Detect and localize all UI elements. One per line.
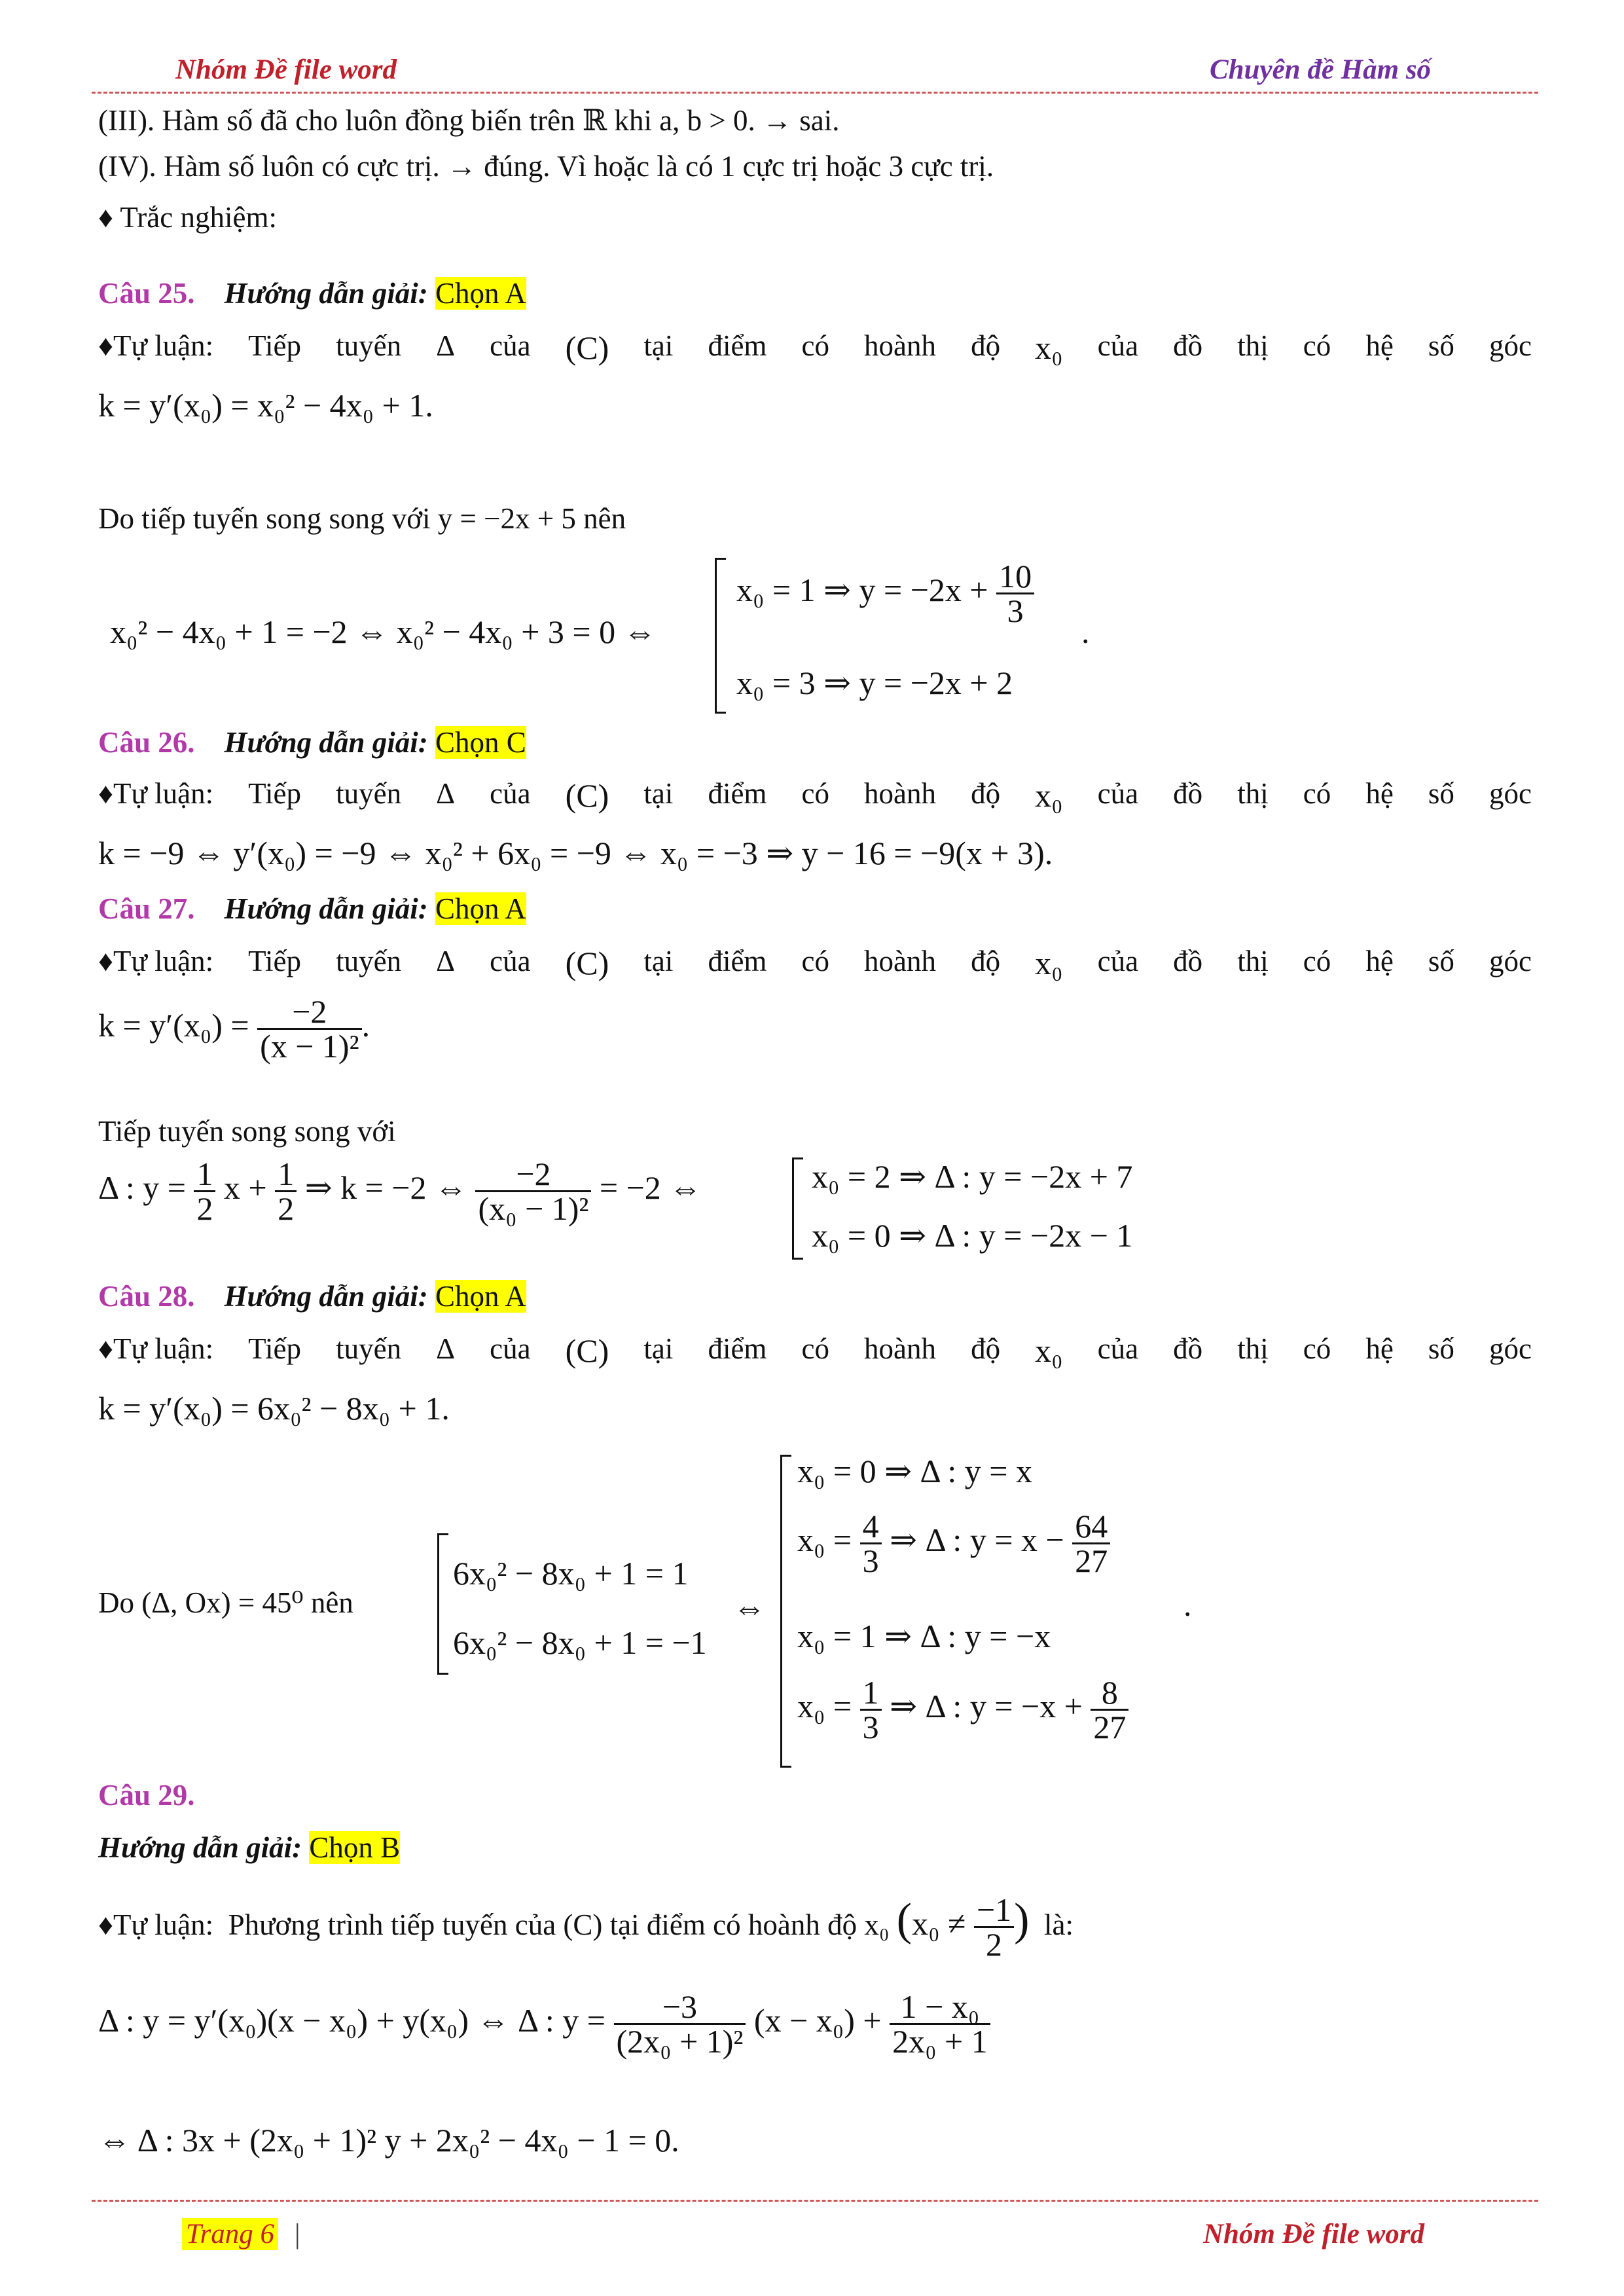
- q25-case-2: x₀ = 3 ⇒ y = −2x + 2: [736, 665, 1013, 701]
- q25-slope: k = y′(x₀) = x₀² − 4x₀ + 1.: [98, 387, 433, 424]
- footer-page-number: [182, 2218, 278, 2250]
- q27-half-2-den: 2: [278, 1190, 295, 1227]
- q29-heading: [98, 1833, 400, 1863]
- q28-case-4-frac-1: [860, 1676, 882, 1743]
- tuluan-word: tuyến: [336, 777, 402, 810]
- q27-answer: Chọn A: [435, 892, 526, 925]
- q27-slope-end: .: [361, 1006, 370, 1044]
- q29-answer: Chọn B: [309, 1831, 401, 1864]
- q27-bracket: [792, 1157, 803, 1260]
- footer-separator: |: [295, 2219, 300, 2250]
- tuluan-word: (C): [565, 945, 609, 981]
- q27-half-1: [194, 1157, 215, 1225]
- q28-end-period: .: [1183, 1586, 1192, 1623]
- tuluan-word: hệ: [1365, 1332, 1394, 1365]
- q28-guide-label: Hướng dẫn giải:: [224, 1280, 428, 1313]
- q28-c2-n1: 4: [860, 1510, 882, 1544]
- tuluan-word: tuyến: [336, 945, 402, 977]
- q27-case-2: x₀ = 0 ⇒ Δ : y = −2x − 1: [812, 1217, 1133, 1254]
- q28-heading: [98, 1282, 526, 1311]
- q29-la: là:: [1043, 1908, 1074, 1941]
- q28-case-4-a: x₀ =: [797, 1687, 852, 1724]
- tuluan-word: hoành: [864, 945, 937, 977]
- tuluan-word: tại: [643, 329, 674, 362]
- tuluan-word: góc: [1489, 329, 1532, 362]
- q27-slope-frac-num: −2: [475, 1157, 591, 1192]
- q25-end-period: .: [1081, 613, 1090, 650]
- q28-slope: k = y′(x₀) = 6x₀² − 8x₀ + 1.: [98, 1390, 450, 1427]
- q25-guide-label: Hướng dẫn giải:: [224, 277, 428, 310]
- q29-cond-frac: [974, 1893, 1014, 1961]
- header-left: Nhóm Đề file word: [175, 54, 397, 85]
- q27-slope-frac: [475, 1157, 591, 1225]
- tuluan-word: có: [1303, 945, 1331, 977]
- tuluan-word: tại: [643, 945, 674, 977]
- tuluan-word: số: [1428, 777, 1454, 810]
- q29-eq1-frac-2: [890, 1990, 990, 2058]
- q27-equation: [98, 1157, 702, 1225]
- q27-half-2-num: 1: [275, 1157, 297, 1192]
- tuluan-word: của: [1097, 1332, 1139, 1365]
- q29-cond-text: x₀ ≠: [912, 1904, 966, 1942]
- tuluan-word: có: [1303, 777, 1331, 810]
- tuluan-word: có: [1303, 329, 1331, 362]
- q29-condition: (x₀ ≠ $\frac{-1}{2}$ ): [896, 1891, 1030, 1963]
- q25-equation: x₀² − 4x₀ + 1 = −2 ⇔ x₀² − 4x₀ + 3 = 0 ⇔: [110, 613, 657, 650]
- tuluan-word: (C): [565, 1332, 609, 1369]
- tuluan-word: có: [1303, 1332, 1331, 1365]
- tuluan-word: Tiếp: [248, 329, 302, 362]
- q28-case-2-b: ⇒ Δ : y = x −: [890, 1521, 1064, 1558]
- footer-right: Nhóm Đề file word: [1203, 2219, 1425, 2250]
- tuluan-word: điểm: [708, 945, 767, 977]
- q26-heading: [98, 728, 526, 757]
- q29-eq1-frac-1: [614, 1990, 746, 2058]
- q28-bracket-right: [780, 1455, 791, 1768]
- q26-number: Câu 26.: [98, 726, 195, 759]
- tuluan-word: x₀: [1035, 777, 1063, 814]
- q27-case-1: x₀ = 2 ⇒ Δ : y = −2x + 7: [812, 1158, 1133, 1195]
- q28-case-3: x₀ = 1 ⇒ Δ : y = −x: [797, 1618, 1051, 1654]
- q28-tuluan-line: [98, 1332, 1532, 1370]
- tuluan-word: hoành: [864, 777, 937, 810]
- tuluan-word: thị: [1237, 945, 1269, 977]
- tuluan-word: số: [1428, 329, 1454, 362]
- q27-number: Câu 27.: [98, 892, 195, 925]
- q29-equation-1: [98, 1990, 990, 2058]
- q25-tuluan-line: [98, 329, 1532, 367]
- q25-heading: [98, 279, 526, 308]
- q25-frac-num: 10: [996, 560, 1034, 594]
- tuluan-word: hệ: [1365, 777, 1394, 810]
- q28-bracket-left: [437, 1533, 448, 1675]
- q25-parallel-text: Do tiếp tuyến song song với y = −2x + 5 nên: [98, 502, 626, 535]
- tuluan-word: có: [801, 1332, 829, 1365]
- q27-slope-fraction: [257, 995, 362, 1063]
- tuluan-word: có: [801, 329, 829, 362]
- tuluan-word: điểm: [708, 1332, 767, 1365]
- q27-heading: [98, 894, 526, 924]
- q28-c4-d1: 3: [862, 1709, 879, 1745]
- q25-case-1-text: x₀ = 1 ⇒ y = −2x +: [736, 571, 988, 608]
- tuluan-word: thị: [1237, 777, 1269, 810]
- q28-c4-d2: 27: [1093, 1709, 1127, 1745]
- q28-case-2: [797, 1510, 1110, 1577]
- header-right: Chuyên đề Hàm số: [1210, 54, 1432, 85]
- q25-case-1: [736, 560, 1034, 627]
- q29-eq1-b: (x − x₀) +: [753, 2001, 882, 2039]
- q27-slope-text: k = y′(x₀) =: [98, 1006, 249, 1044]
- q27-frac-num: −2: [257, 995, 362, 1030]
- q28-c4-n2: 8: [1091, 1676, 1128, 1711]
- q27-parallel-text: Tiếp tuyến song song với: [98, 1115, 396, 1148]
- q28-c4-n1: 1: [860, 1676, 882, 1711]
- q28-answer: Chọn A: [435, 1280, 526, 1313]
- tuluan-word: của: [1097, 329, 1139, 362]
- q28-number: Câu 28.: [98, 1280, 195, 1313]
- header-rule: [92, 92, 1538, 94]
- tuluan-word: số: [1428, 1332, 1454, 1365]
- tuluan-word: của: [490, 777, 531, 810]
- footer-page-label: Trang 6: [186, 2219, 275, 2250]
- intro-trac-nghiem: ♦ Trắc nghiệm:: [98, 201, 277, 234]
- q28-case-2-frac-2: [1072, 1510, 1110, 1577]
- q26-guide-label: Hướng dẫn giải:: [224, 726, 428, 759]
- tuluan-word: hệ: [1365, 329, 1394, 362]
- tuluan-word: góc: [1489, 1332, 1532, 1365]
- tuluan-word: ♦Tự luận:: [98, 777, 214, 810]
- tuluan-word: của: [490, 1332, 531, 1365]
- q29-tuluan-line: [98, 1893, 1074, 1961]
- tuluan-word: tại: [643, 777, 674, 810]
- q29-f2-den: 2x₀ + 1: [892, 2023, 988, 2060]
- q28-case-4-b: ⇒ Δ : y = −x +: [890, 1687, 1083, 1724]
- q27-half-1-num: 1: [194, 1157, 215, 1192]
- tuluan-word: có: [801, 777, 829, 810]
- q28-case-2-a: x₀ =: [797, 1521, 852, 1558]
- tuluan-word: đồ: [1173, 329, 1203, 362]
- q28-c2-d2: 27: [1075, 1542, 1108, 1579]
- q25-number: Câu 25.: [98, 277, 195, 310]
- tuluan-word: ♦Tự luận:: [98, 1332, 214, 1365]
- q28-angle-text: Do (Δ, Ox) = 45⁰ nên: [98, 1586, 353, 1619]
- q28-c2-d1: 3: [862, 1542, 879, 1579]
- q25-answer: Chọn A: [435, 277, 526, 310]
- q27-slope: [98, 995, 370, 1063]
- tuluan-word: x₀: [1035, 1332, 1063, 1369]
- tuluan-word: đồ: [1173, 945, 1203, 977]
- q27-eq-part-2: x +: [223, 1169, 267, 1206]
- tuluan-word: của: [490, 945, 531, 977]
- tuluan-word: đồ: [1173, 1332, 1203, 1365]
- tuluan-word: x₀: [1035, 945, 1063, 981]
- tuluan-word: điểm: [708, 329, 767, 362]
- tuluan-word: Δ: [436, 1332, 456, 1365]
- tuluan-word: độ: [971, 945, 1001, 977]
- tuluan-word: của: [490, 329, 531, 362]
- tuluan-word: (C): [565, 329, 609, 366]
- q26-slope: k = −9 ⇔ y′(x₀) = −9 ⇔ x₀² + 6x₀ = −9 ⇔ x₀ = −3 ⇒ y − 16 = −9(x + 3).: [98, 835, 1053, 871]
- tuluan-word: độ: [971, 329, 1001, 362]
- q29-f1-num: −3: [614, 1990, 746, 2025]
- tuluan-word: tuyến: [336, 1332, 402, 1365]
- tuluan-word: của: [1097, 945, 1139, 977]
- q27-frac-den: (x − 1)²: [260, 1028, 359, 1065]
- q28-c2-n2: 64: [1072, 1510, 1110, 1544]
- q25-case-1-fraction: [996, 560, 1034, 627]
- q28-eq-1: 6x₀² − 8x₀ + 1 = 1: [453, 1555, 689, 1592]
- tuluan-word: Δ: [436, 777, 456, 810]
- tuluan-word: Δ: [436, 945, 456, 977]
- tuluan-word: thị: [1237, 329, 1269, 362]
- tuluan-word: tuyến: [336, 329, 402, 362]
- q29-f1-den: (2x₀ + 1)²: [616, 2023, 744, 2060]
- q28-case-4: [797, 1676, 1128, 1743]
- q25-frac-den: 3: [1007, 592, 1024, 629]
- tuluan-word: tại: [643, 1332, 674, 1365]
- tuluan-word: hoành: [864, 1332, 937, 1365]
- tuluan-word: hệ: [1365, 945, 1394, 977]
- q29-tuluan-label: ♦Tự luận:: [98, 1908, 214, 1941]
- intro-line-3: (III). Hàm số đã cho luôn đồng biến trên ℝ khi a, b > 0. → sai.: [98, 104, 840, 137]
- tuluan-word: điểm: [708, 777, 767, 810]
- q28-eq-2: 6x₀² − 8x₀ + 1 = −1: [453, 1624, 707, 1661]
- q29-number: Câu 29.: [98, 1779, 195, 1812]
- q29-equation-2: ⇔ Δ : 3x + (2x₀ + 1)² y + 2x₀² − 4x₀ − 1 = 0.: [98, 2122, 679, 2159]
- tuluan-word: Tiếp: [248, 945, 302, 977]
- q27-half-2: [275, 1157, 297, 1225]
- q27-eq-part-3: ⇒ k = −2 ⇔: [304, 1169, 467, 1206]
- tuluan-word: Tiếp: [248, 777, 302, 810]
- q28-case-2-frac-1: [860, 1510, 882, 1577]
- tuluan-word: độ: [971, 777, 1001, 810]
- q26-answer: Chọn C: [435, 726, 526, 759]
- tuluan-word: của: [1097, 777, 1139, 810]
- tuluan-word: Tiếp: [248, 1332, 302, 1365]
- q29-cond-num: −1: [974, 1893, 1014, 1928]
- q29-f2-num: 1 − x₀: [890, 1990, 990, 2025]
- q28-case-4-frac-2: [1091, 1676, 1128, 1743]
- q26-tuluan-line: [98, 776, 1532, 814]
- q29-guide-label: Hướng dẫn giải:: [98, 1831, 302, 1864]
- q27-half-1-den: 2: [196, 1190, 213, 1227]
- tuluan-word: x₀: [1035, 329, 1063, 366]
- tuluan-word: (C): [565, 777, 609, 814]
- tuluan-word: có: [801, 945, 829, 977]
- tuluan-word: ♦Tự luận:: [98, 329, 214, 362]
- q28-case-1: x₀ = 0 ⇒ Δ : y = x: [797, 1453, 1033, 1489]
- q29-tuluan-text: Phương trình tiếp tuyến của (C) tại điểm có hoành độ x₀: [228, 1908, 890, 1941]
- q27-eq-part-4: = −2 ⇔: [599, 1169, 702, 1206]
- intro-line-4: (IV). Hàm số luôn có cực trị. → đúng. Vì hoặc là có 1 cực trị hoặc 3 cực trị.: [98, 150, 994, 183]
- tuluan-word: số: [1428, 945, 1454, 977]
- tuluan-word: góc: [1489, 945, 1532, 977]
- q27-guide-label: Hướng dẫn giải:: [224, 892, 428, 925]
- tuluan-word: đồ: [1173, 777, 1203, 810]
- q27-slope-frac-den: (x₀ − 1)²: [478, 1190, 589, 1227]
- footer-rule: [92, 2200, 1538, 2202]
- tuluan-word: hoành: [864, 329, 937, 362]
- tuluan-word: Δ: [436, 329, 456, 362]
- q25-bracket: [715, 558, 726, 714]
- tuluan-word: ♦Tự luận:: [98, 945, 214, 977]
- q27-tuluan-line: [98, 944, 1532, 982]
- q29-eq1-a: Δ : y = y′(x₀)(x − x₀) + y(x₀) ⇔ Δ : y =: [98, 2001, 605, 2039]
- tuluan-word: góc: [1489, 777, 1532, 810]
- q29-cond-den: 2: [986, 1926, 1003, 1963]
- tuluan-word: độ: [971, 1332, 1001, 1365]
- q27-eq-part-1: Δ : y =: [98, 1169, 186, 1206]
- tuluan-word: thị: [1237, 1332, 1269, 1365]
- q28-iff: ⇔: [733, 1589, 766, 1626]
